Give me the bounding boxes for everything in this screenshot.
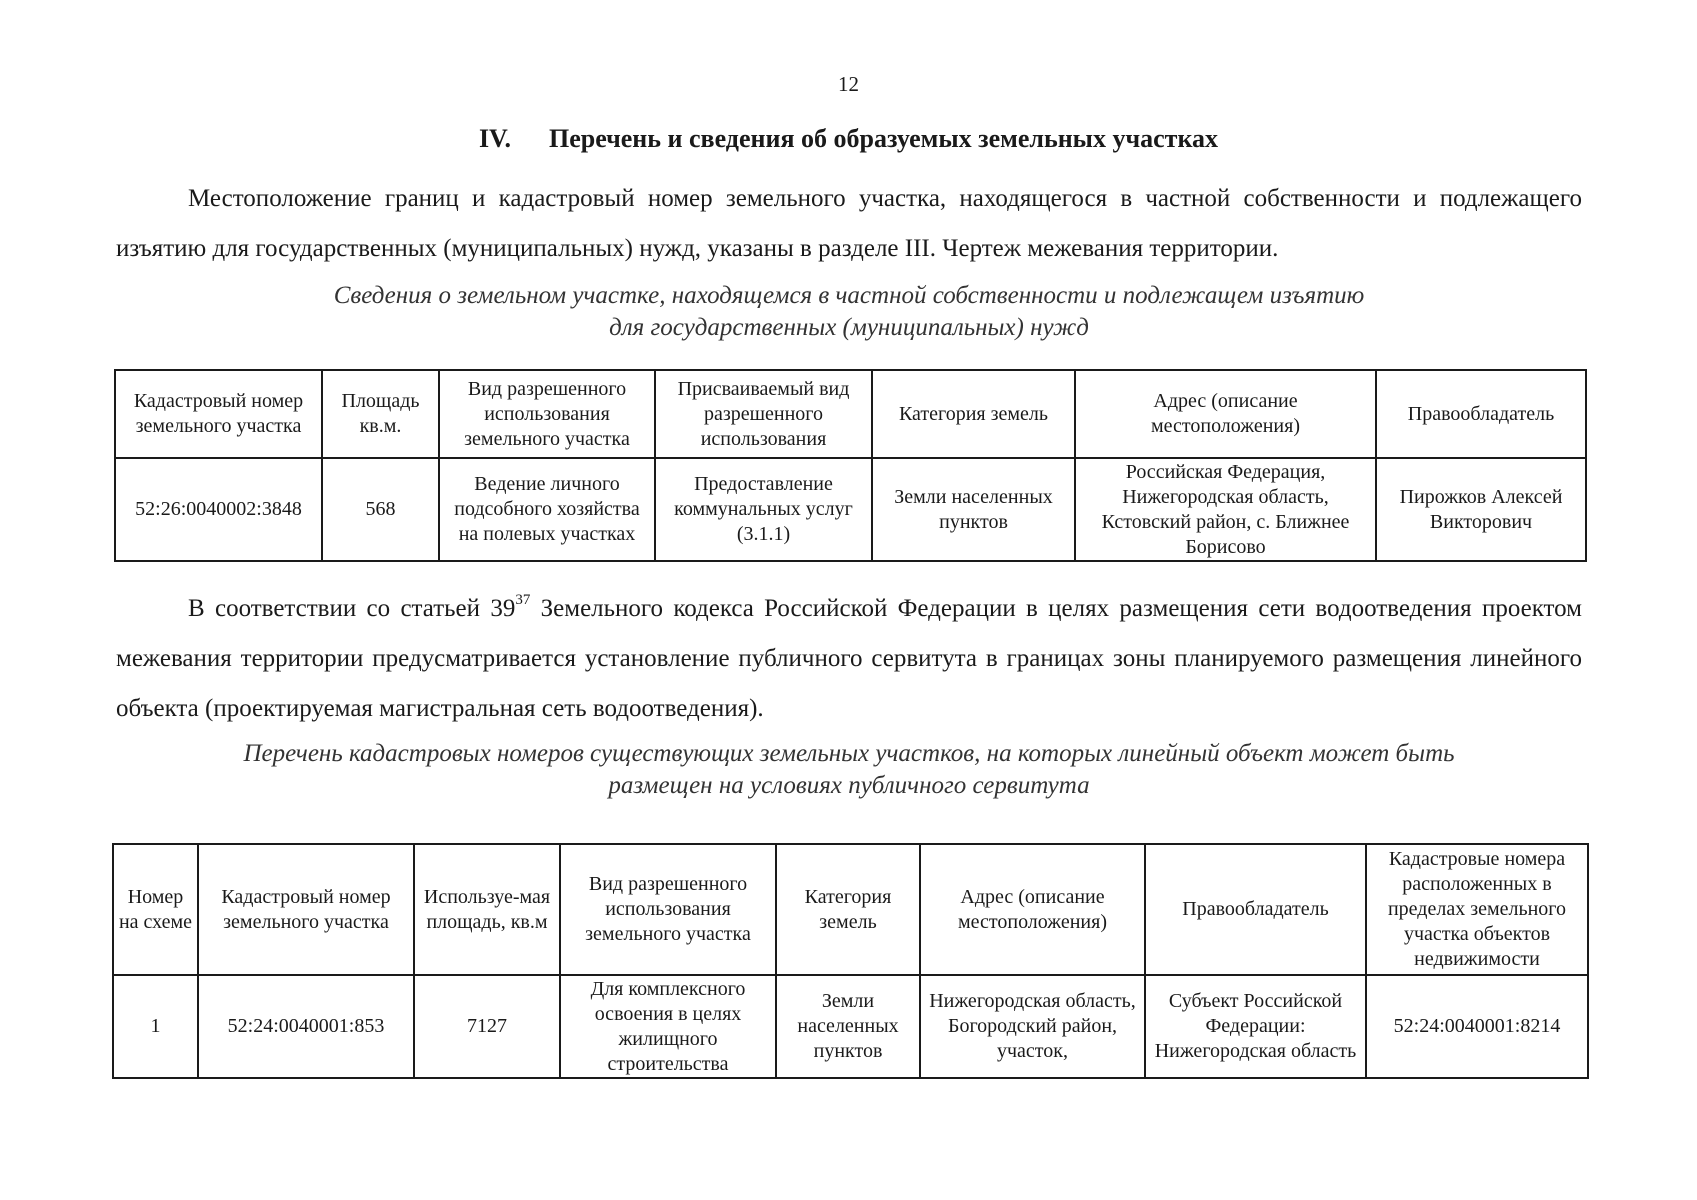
table-row xyxy=(113,975,1588,1078)
header-real-estate-numbers: Кадастровые номера расположенных в пределах земельного участка объектов недвижимости xyxy=(1366,844,1588,975)
cell-land-category: Земли населенных пунктов xyxy=(872,458,1075,561)
cell-cadastral-number: 52:24:0040001:853 xyxy=(198,975,414,1078)
table-row xyxy=(115,458,1586,561)
cell-address: Российская Федерация, Нижегородская область, Кстовский район, с. Ближнее Борисово xyxy=(1075,458,1376,561)
header-area: Площадь кв.м. xyxy=(322,370,439,458)
table2-caption-line1: Перечень кадастровых номеров существующих земельных участков, на которых линейный объект может быть xyxy=(243,740,1455,767)
article-superscript: 37 xyxy=(515,592,531,608)
table2-caption-line2: размещен на условиях публичного сервитута xyxy=(608,772,1090,799)
cell-address: Нижегородская область, Богородский район, участок, xyxy=(920,975,1145,1078)
cell-used-area: 7127 xyxy=(414,975,560,1078)
cell-cadastral-number: 52:26:0040002:3848 xyxy=(115,458,322,561)
header-cadastral-number: Кадастровый номер земельного участка xyxy=(115,370,322,458)
section-number: IV. xyxy=(478,124,511,153)
paragraph-location: Местоположение границ и кадастровый номер земельного участка, находящегося в частной собственности и подлежащего изъятию для государственных (муниципальных) нужд, указаны в разделе III. Чертеж межевания территории. xyxy=(116,185,1582,262)
page-number: 12 xyxy=(838,72,859,96)
header-permitted-use: Вид разрешенного использования земельного участка xyxy=(439,370,655,458)
cell-area: 568 xyxy=(322,458,439,561)
header-assigned-use: Присваиваемый вид разрешенного использования xyxy=(655,370,872,458)
table1-caption xyxy=(116,280,1582,344)
table-header-row xyxy=(115,370,1586,458)
cell-real-estate-numbers: 52:24:0040001:8214 xyxy=(1366,975,1588,1078)
header-land-category: Категория земель xyxy=(872,370,1075,458)
header-cadastral-number: Кадастровый номер земельного участка xyxy=(198,844,414,975)
servitude-plots-table xyxy=(112,843,1589,1079)
table2-caption xyxy=(116,738,1582,802)
header-permitted-use: Вид разрешенного использования земельного участка xyxy=(560,844,776,975)
table-header-row xyxy=(113,844,1588,975)
header-scheme-number: Номер на схеме xyxy=(113,844,198,975)
header-owner: Правообладатель xyxy=(1376,370,1586,458)
table1-caption-line1: Сведения о земельном участке, находящемся в частной собственности и подлежащем изъятию xyxy=(333,282,1365,309)
private-land-table xyxy=(114,369,1587,562)
section-title: Перечень и сведения об образуемых земельных участках xyxy=(548,124,1219,153)
cell-owner: Пирожков Алексей Викторович xyxy=(1376,458,1586,561)
header-owner: Правообладатель xyxy=(1145,844,1366,975)
paragraph-servitude-rest: Земельного кодекса Российской Федерации в целях размещения сети водоотведения проектом межевания территории предусматривается установление публичного сервитута в границах зоны планируемого размещения линейного объекта (проектируемая магистральная сеть водоотведения). xyxy=(116,595,1582,722)
section-heading xyxy=(0,124,1697,154)
header-used-area: Используе-мая площадь, кв.м xyxy=(414,844,560,975)
cell-scheme-number: 1 xyxy=(113,975,198,1078)
header-land-category: Категория земель xyxy=(776,844,920,975)
cell-assigned-use: Предоставление коммунальных услуг (3.1.1) xyxy=(655,458,872,561)
cell-permitted-use: Ведение личного подсобного хозяйства на полевых участках xyxy=(439,458,655,561)
paragraph-servitude xyxy=(116,584,1582,734)
header-address: Адрес (описание местоположения) xyxy=(920,844,1145,975)
table1-caption-line2: для государственных (муниципальных) нужд xyxy=(609,314,1089,341)
cell-land-category: Земли населенных пунктов xyxy=(776,975,920,1078)
cell-permitted-use: Для комплексного освоения в целях жилищного строительства xyxy=(560,975,776,1078)
paragraph-servitude-start: В соответствии со статьей 39 xyxy=(188,595,516,622)
header-address: Адрес (описание местоположения) xyxy=(1075,370,1376,458)
cell-owner: Субъект Российской Федерации: Нижегородская область xyxy=(1145,975,1366,1078)
